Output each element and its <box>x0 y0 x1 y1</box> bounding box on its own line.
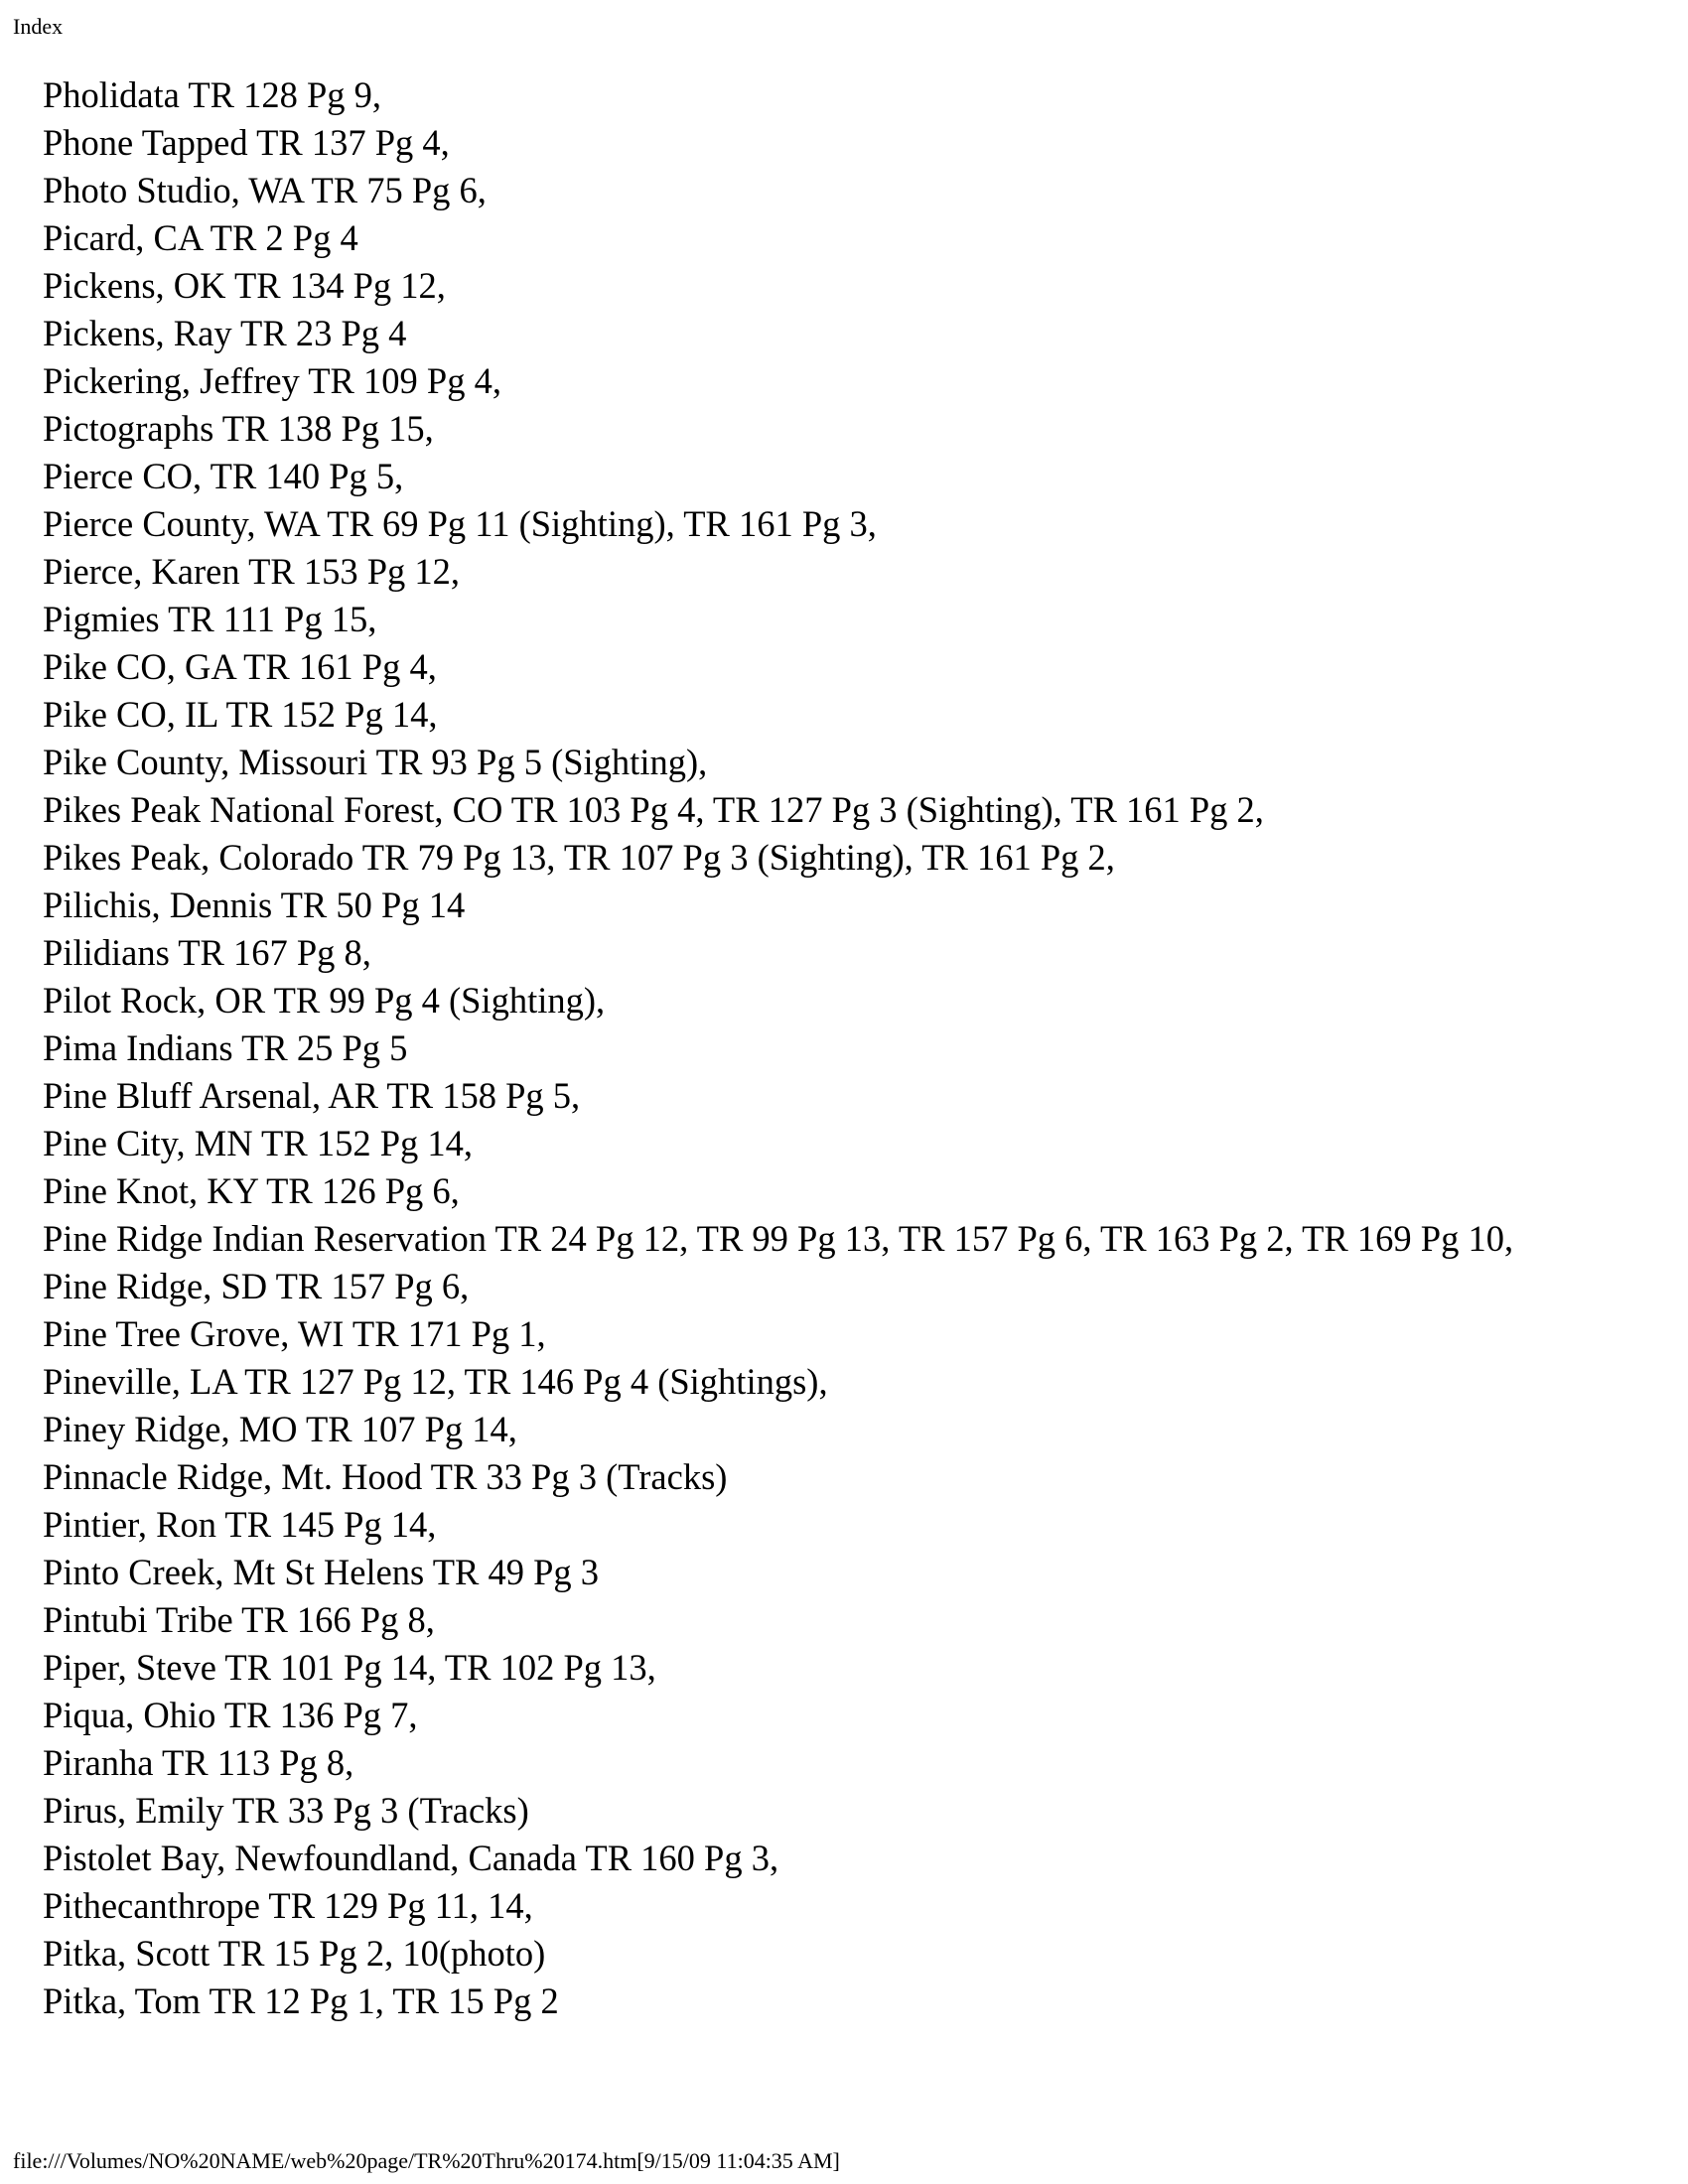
index-entry: Pine Knot, KY TR 126 Pg 6, <box>43 1170 460 1211</box>
index-entry: Pima Indians TR 25 Pg 5 <box>43 1027 408 1068</box>
index-entry: Pitka, Tom TR 12 Pg 1, TR 15 Pg 2 <box>43 1980 559 2021</box>
index-entry: Pithecanthrope TR 129 Pg 11, 14, <box>43 1885 533 1926</box>
index-entry: Pigmies TR 111 Pg 15, <box>43 599 377 639</box>
index-entry: Pine City, MN TR 152 Pg 14, <box>43 1123 473 1163</box>
index-entry: Pike County, Missouri TR 93 Pg 5 (Sighting), <box>43 742 708 782</box>
index-entry: Pine Tree Grove, WI TR 171 Pg 1, <box>43 1313 546 1354</box>
index-entry: Pine Ridge Indian Reservation TR 24 Pg 12, TR 99 Pg 13, TR 157 Pg 6, TR 163 Pg 2, TR 169 Pg 10, <box>43 1218 1514 1259</box>
index-entry: Pintier, Ron TR 145 Pg 14, <box>43 1504 437 1545</box>
index-entry: Piranha TR 113 Pg 8, <box>43 1742 354 1783</box>
index-entry: Pilot Rock, OR TR 99 Pg 4 (Sighting), <box>43 980 606 1021</box>
index-entry: Pikes Peak, Colorado TR 79 Pg 13, TR 107 Pg 3 (Sighting), TR 161 Pg 2, <box>43 837 1115 878</box>
index-entry: Piper, Steve TR 101 Pg 14, TR 102 Pg 13, <box>43 1647 656 1688</box>
page-header-title: Index <box>13 14 64 39</box>
index-entry: Pierce County, WA TR 69 Pg 11 (Sighting), TR 161 Pg 3, <box>43 503 877 544</box>
index-entry: Pikes Peak National Forest, CO TR 103 Pg 4, TR 127 Pg 3 (Sighting), TR 161 Pg 2, <box>43 789 1264 830</box>
index-entry: Pintubi Tribe TR 166 Pg 8, <box>43 1599 435 1640</box>
index-entry: Piqua, Ohio TR 136 Pg 7, <box>43 1695 418 1735</box>
index-entry: Pike CO, IL TR 152 Pg 14, <box>43 694 438 735</box>
index-entry: Pine Bluff Arsenal, AR TR 158 Pg 5, <box>43 1075 581 1116</box>
index-entry: Pilidians TR 167 Pg 8, <box>43 932 371 973</box>
index-entry: Pilichis, Dennis TR 50 Pg 14 <box>43 885 466 925</box>
index-entry: Pinnacle Ridge, Mt. Hood TR 33 Pg 3 (Tracks) <box>43 1456 728 1497</box>
index-entry: Pinto Creek, Mt St Helens TR 49 Pg 3 <box>43 1552 600 1592</box>
index-entry: Pineville, LA TR 127 Pg 12, TR 146 Pg 4 (Sightings), <box>43 1361 828 1402</box>
index-entry: Pictographs TR 138 Pg 15, <box>43 408 434 449</box>
index-entry: Pistolet Bay, Newfoundland, Canada TR 160 Pg 3, <box>43 1838 779 1878</box>
index-entry: Pine Ridge, SD TR 157 Pg 6, <box>43 1266 470 1306</box>
index-entry: Pierce CO, TR 140 Pg 5, <box>43 456 404 496</box>
index-entry: Pike CO, GA TR 161 Pg 4, <box>43 646 437 687</box>
index-entry: Phone Tapped TR 137 Pg 4, <box>43 122 450 163</box>
footer-file-url: file:///Volumes/NO%20NAME/web%20page/TR%20Thru%20174.htm[9/15/09 11:04:35 AM] <box>13 2148 840 2173</box>
index-entry: Pholidata TR 128 Pg 9, <box>43 74 382 115</box>
index-entry: Pickering, Jeffrey TR 109 Pg 4, <box>43 360 501 401</box>
index-entry: Pickens, Ray TR 23 Pg 4 <box>43 313 407 353</box>
index-entry: Pirus, Emily TR 33 Pg 3 (Tracks) <box>43 1790 529 1831</box>
index-entry: Pierce, Karen TR 153 Pg 12, <box>43 551 461 592</box>
index-entry: Photo Studio, WA TR 75 Pg 6, <box>43 170 487 210</box>
index-entry-list <box>43 71 1631 2025</box>
index-entry: Picard, CA TR 2 Pg 4 <box>43 217 358 258</box>
index-entry: Pickens, OK TR 134 Pg 12, <box>43 265 446 306</box>
index-entry: Pitka, Scott TR 15 Pg 2, 10(photo) <box>43 1933 546 1974</box>
index-entry: Piney Ridge, MO TR 107 Pg 14, <box>43 1409 517 1449</box>
